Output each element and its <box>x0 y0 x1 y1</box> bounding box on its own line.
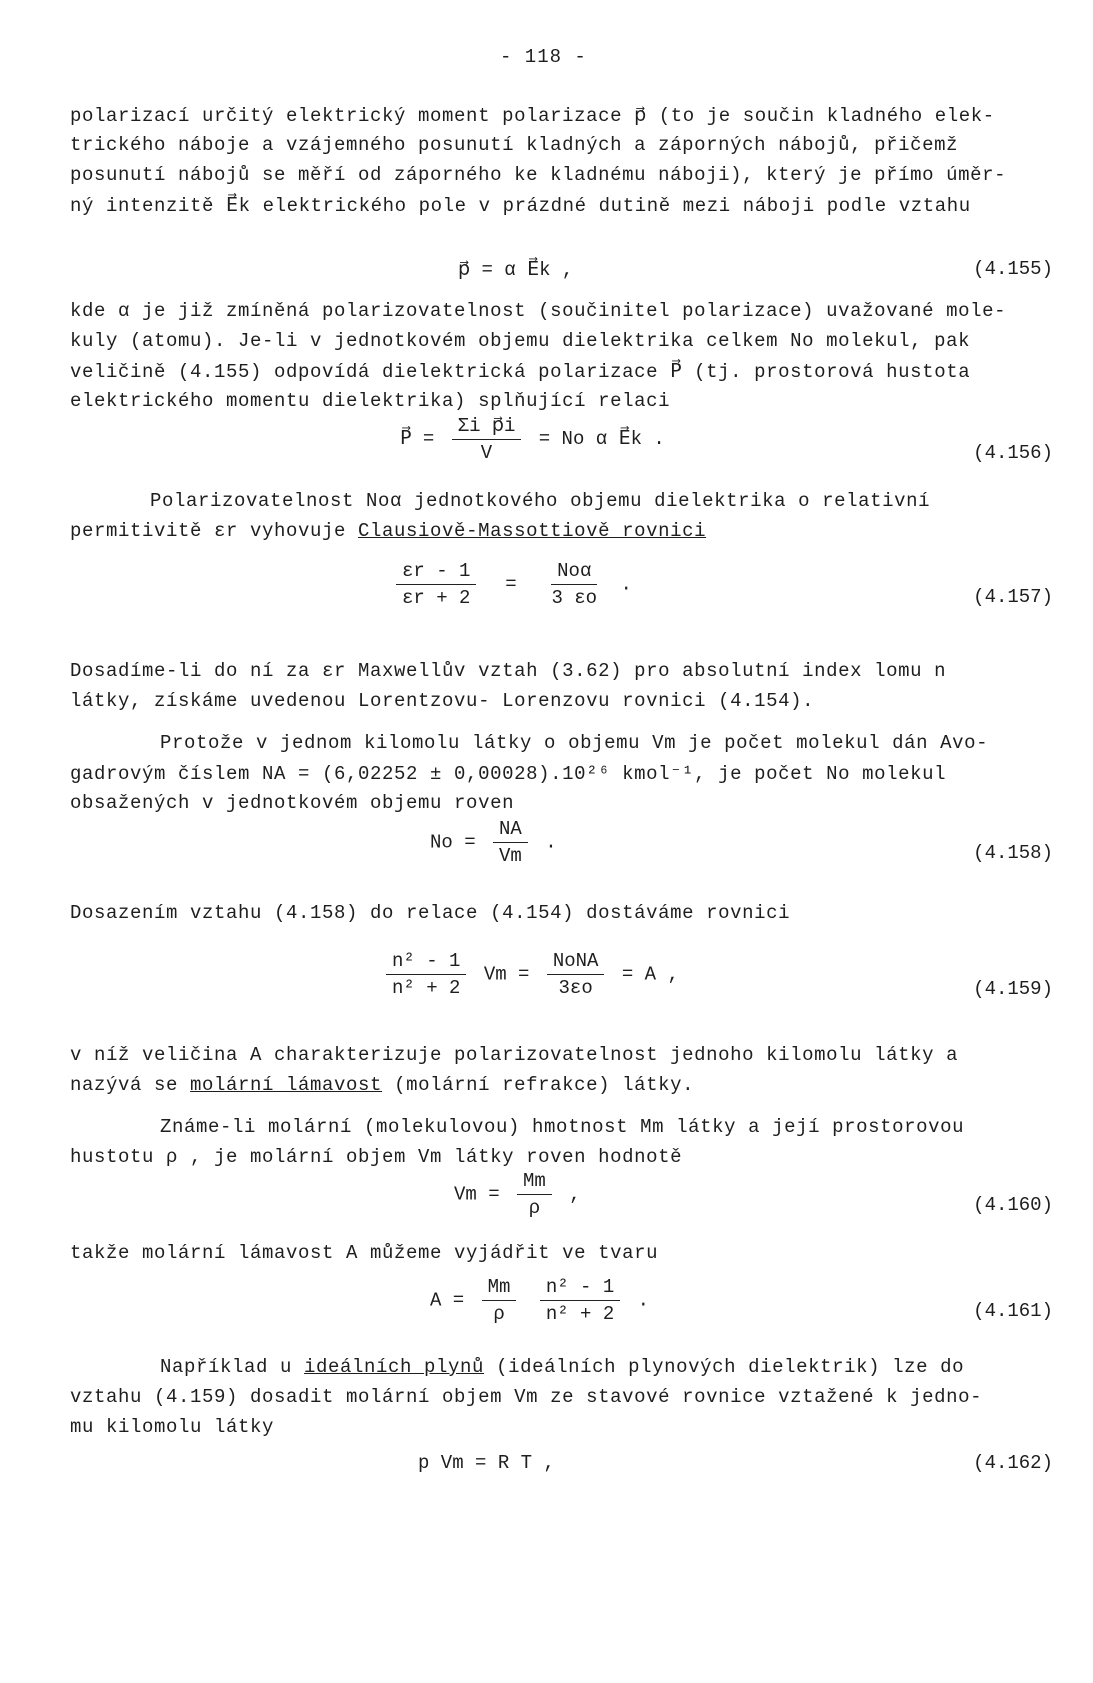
equation-number: (4.162) <box>973 1452 1053 1474</box>
text-line: Dosadíme-li do ní za εr Maxwellův vztah (3.62) pro absolutní index lomu n <box>70 660 947 682</box>
equation-4-162: p Vm = R T , <box>418 1452 555 1474</box>
fraction-numerator: n² - 1 <box>386 950 466 975</box>
equation-lhs: No = <box>430 831 476 854</box>
fraction-numerator: εr - 1 <box>396 560 476 585</box>
text-line <box>70 520 706 542</box>
fraction-denominator: n² + 2 <box>392 977 461 999</box>
equals-sign: = <box>493 573 529 596</box>
text-line: posunutí nábojů se měří od záporného ke kladnému náboji), který je přímo úměr- <box>70 164 1007 186</box>
equation-4-156 <box>400 414 665 464</box>
fraction-denominator: V <box>480 442 493 464</box>
equation-4-160 <box>454 1170 581 1219</box>
equation-end: , <box>569 1183 581 1206</box>
equation-lhs: A = <box>430 1289 465 1312</box>
text-line: Polarizovatelnost Noα jednotkového objemu dielektrika o relativní <box>150 490 931 512</box>
fraction-denominator: εr + 2 <box>402 587 471 609</box>
equation-number: (4.157) <box>973 586 1053 608</box>
text-line: takže molární lámavost A můžeme vyjádřit ve tvaru <box>70 1242 659 1264</box>
text-line: hustotu ρ , je molární objem Vm látky roven hodnotě <box>70 1146 683 1168</box>
text-line: látky, získáme uvedenou Lorentzovu- Lorenzovu rovnici (4.154). <box>70 690 815 712</box>
fraction-denominator: Vm <box>499 845 522 867</box>
text-line <box>70 1074 694 1096</box>
equation-number: (4.160) <box>973 1194 1053 1216</box>
equation-4-157 <box>390 560 632 609</box>
text-line-start: nazývá se <box>70 1074 191 1096</box>
equation-end: . <box>620 573 632 596</box>
text-line: vztahu (4.159) dosadit molární objem Vm ze stavové rovnice vztažené k jedno- <box>70 1386 983 1408</box>
equation-4-155: p⃗ = α E⃗k , <box>458 259 574 281</box>
fraction-numerator: Mm <box>517 1170 552 1195</box>
fraction <box>517 1170 552 1219</box>
fraction-denominator: n² + 2 <box>545 1303 615 1325</box>
equation-middle: Vm = <box>483 963 530 986</box>
equation-4-159 <box>380 950 679 999</box>
text-line: Dosazením vztahu (4.158) do relace (4.154) dostáváme rovnici <box>70 902 791 924</box>
equation-end: = A , <box>621 963 679 986</box>
text-line: gadrovým číslem NA = (6,02252 ± 0,00028).10²⁶ kmol⁻¹, je počet No molekul <box>70 763 947 785</box>
text-line: obsažených v jednotkovém objemu roven <box>70 792 515 814</box>
equation-number: (4.161) <box>973 1300 1053 1322</box>
fraction-numerator: Σi p⃗i <box>452 414 522 440</box>
text-line: Známe-li molární (molekulovou) hmotnost Mm látky a její prostorovou <box>160 1116 965 1138</box>
fraction-numerator: Mm <box>482 1276 517 1301</box>
equation-rhs: = No α E⃗k . <box>538 428 665 451</box>
fraction-denominator: ρ <box>493 1303 505 1325</box>
text-line: ný intenzitě E⃗k elektrického pole v prázdné dutině mezi náboji podle vztahu <box>70 195 971 217</box>
text-line: polarizací určitý elektrický moment polarizace p⃗ (to je součin kladného elek- <box>70 105 995 127</box>
fraction-numerator: Noα <box>551 560 597 585</box>
equation-4-161 <box>430 1276 649 1325</box>
text-line: trického náboje a vzájemného posunutí kladných a záporných nábojů, přičemž <box>70 134 959 156</box>
equation-end: . <box>637 1289 650 1312</box>
term-link: molární lámavost <box>190 1074 383 1096</box>
equation-number: (4.159) <box>973 978 1053 1000</box>
text-line-start: Například u <box>160 1356 305 1378</box>
equation-number: (4.158) <box>973 842 1053 864</box>
fraction-numerator: n² - 1 <box>540 1276 620 1301</box>
equation-lhs: P⃗ = <box>400 428 435 451</box>
fraction-denominator: 3εo <box>558 977 593 999</box>
text-line-end: (molární refrakce) látky. <box>382 1074 695 1096</box>
fraction <box>452 414 522 464</box>
text-line <box>160 1356 964 1378</box>
text-line: v níž veličina A charakterizuje polarizovatelnost jednoho kilomolu látky a <box>70 1044 959 1066</box>
text-line: kde α je již zmíněná polarizovatelnost (součinitel polarizace) uvažované mole- <box>70 300 1007 322</box>
fraction-numerator: NA <box>493 818 528 843</box>
term-link: Clausiově-Massottiově rovnici <box>358 520 707 542</box>
fraction-numerator: NoNA <box>547 950 605 975</box>
page-number: - 118 - <box>500 46 587 68</box>
fraction <box>545 560 603 609</box>
fraction <box>386 950 466 999</box>
equation-4-158 <box>430 818 557 867</box>
equation-end: . <box>545 831 557 854</box>
fraction <box>493 818 528 867</box>
term-link: ideálních plynů <box>304 1356 485 1378</box>
text-line: Protože v jednom kilomolu látky o objemu Vm je počet molekul dán Avo- <box>160 732 989 754</box>
text-line: elektrického momentu dielektrika) splňující relaci <box>70 390 671 412</box>
fraction <box>396 560 476 609</box>
text-line: veličině (4.155) odpovídá dielektrická polarizace P⃗ (tj. prostorová hustota <box>70 361 971 383</box>
equation-number: (4.156) <box>973 442 1053 464</box>
text-line: kuly (atomu). Je-li v jednotkovém objemu dielektrika celkem No molekul, pak <box>70 330 971 352</box>
fraction <box>482 1276 517 1325</box>
equation-lhs: Vm = <box>454 1183 500 1206</box>
fraction <box>547 950 605 999</box>
text-line-end: (ideálních plynových dielektrik) lze do <box>484 1356 965 1378</box>
fraction <box>540 1276 620 1325</box>
fraction-denominator: 3 εo <box>551 587 598 609</box>
text-line-start: permitivitě εr vyhovuje <box>70 520 359 542</box>
equation-number: (4.155) <box>973 258 1053 280</box>
fraction-denominator: ρ <box>528 1197 541 1219</box>
text-line: mu kilomolu látky <box>70 1416 275 1438</box>
